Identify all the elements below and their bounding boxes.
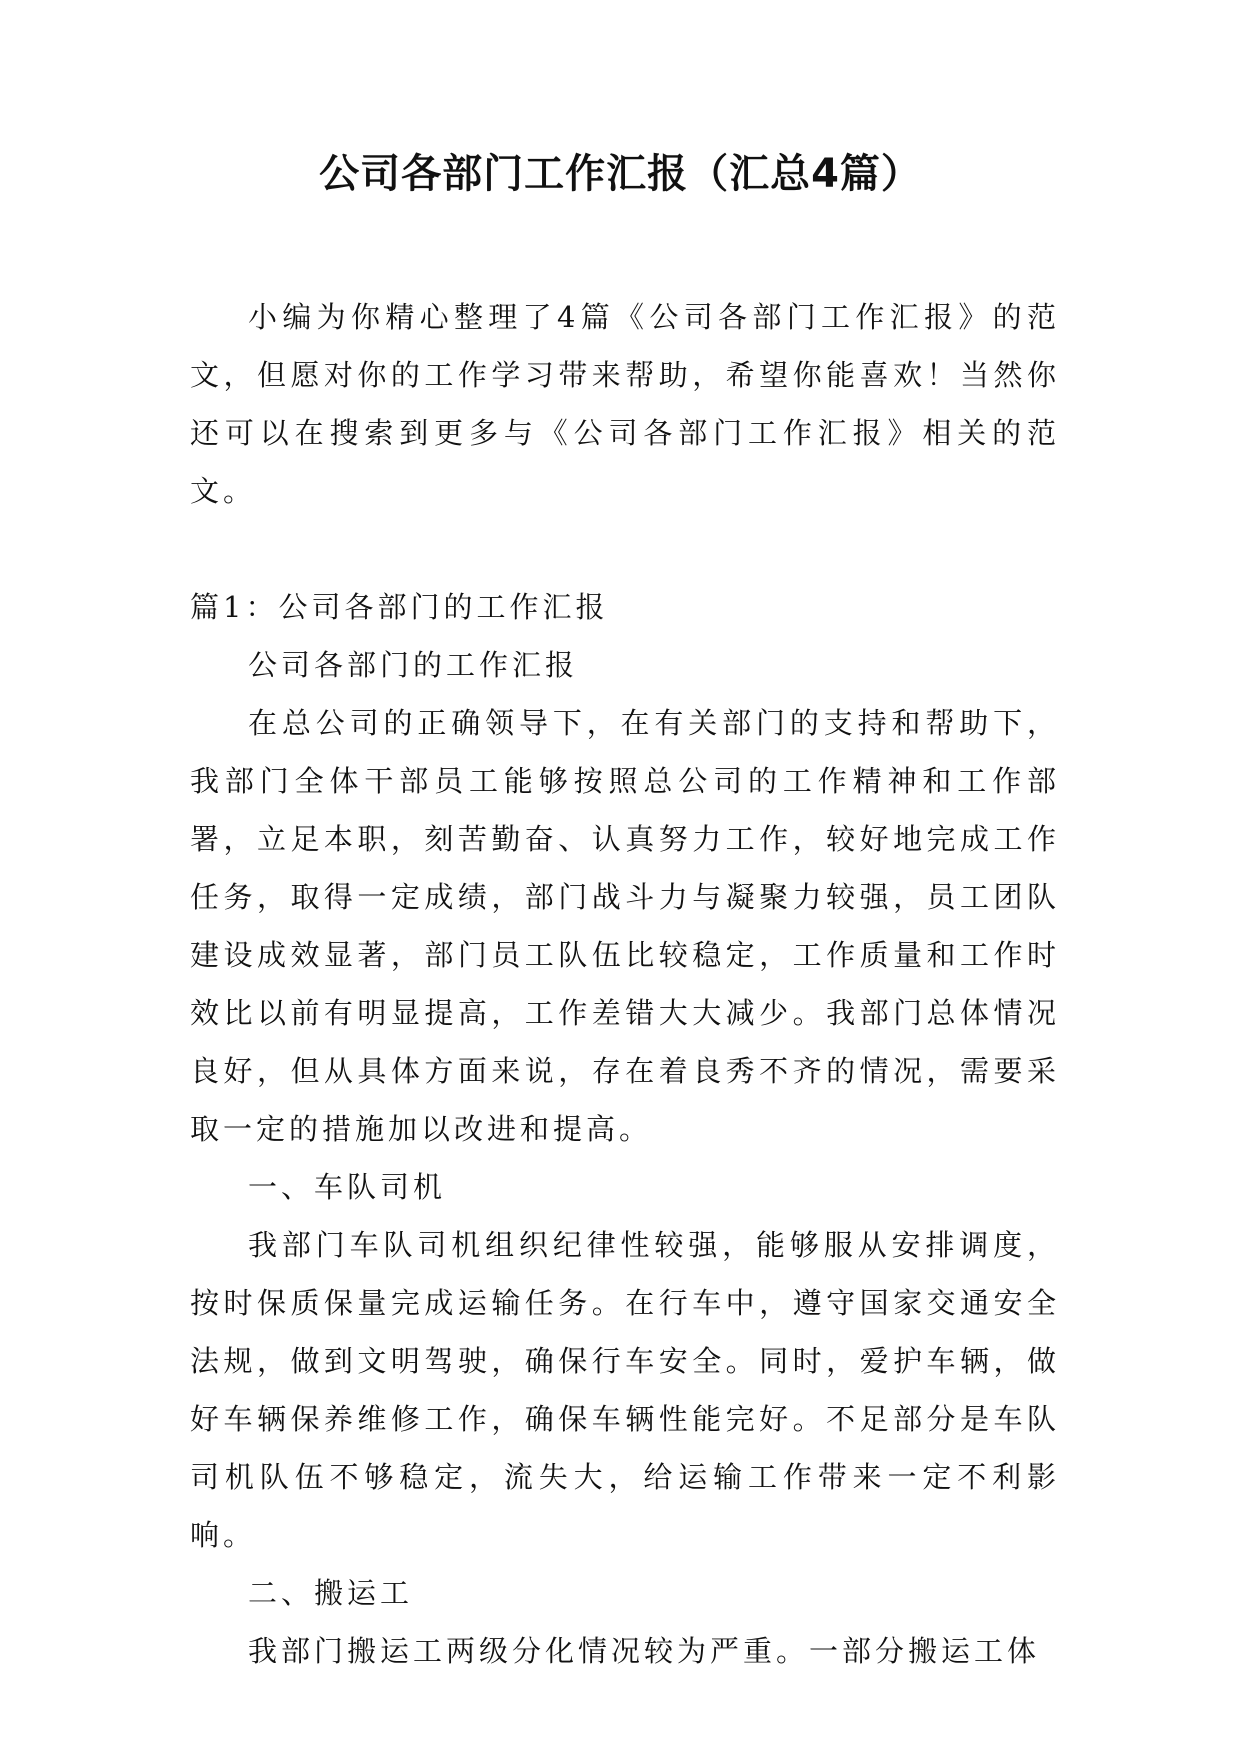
body-paragraph: 在总公司的正确领导下，在有关部门的支持和帮助下，我部门全体干部员工能够按照总公司的工作精神和工作部署，立足本职，刻苦勤奋、认真努力工作，较好地完成工作任务，取得一定成绩，部门战斗力与凝聚力较强，员工团队建设成效显著，部门员工队伍比较稳定，工作质量和工作时效比以前有明显提高，工作差错大大减少。我部门总体情况良好，但从具体方面来说，存在着良秀不齐的情况，需要采取一定的措施加以改进和提高。	[190, 706, 1060, 1146]
document-title: 公司各部门工作汇报（汇总4篇）	[319, 151, 922, 197]
body-paragraph: 我部门搬运工两级分化情况较为严重。一部分搬运工体	[248, 1634, 1041, 1668]
subheading-drivers: 一、车队司机	[248, 1170, 447, 1204]
document-body	[190, 288, 1060, 1680]
section-heading: 篇1：公司各部门的工作汇报	[190, 590, 609, 624]
body-paragraph: 我部门车队司机组织纪律性较强，能够服从安排调度，按时保质保量完成运输任务。在行车中，遵守国家交通安全法规，做到文明驾驶，确保行车安全。同时，爱护车辆，做好车辆保养维修工作，确保车辆性能完好。不足部分是车队司机队伍不够稳定，流失大，给运输工作带来一定不利影响。	[190, 1228, 1060, 1552]
subheading-porters: 二、搬运工	[248, 1576, 414, 1610]
intro-paragraph: 小编为你精心整理了4篇《公司各部门工作汇报》的范文，但愿对你的工作学习带来帮助，希望你能喜欢！当然你还可以在搜索到更多与《公司各部门工作汇报》相关的范文。	[190, 300, 1060, 508]
section-subtitle: 公司各部门的工作汇报	[248, 648, 579, 682]
